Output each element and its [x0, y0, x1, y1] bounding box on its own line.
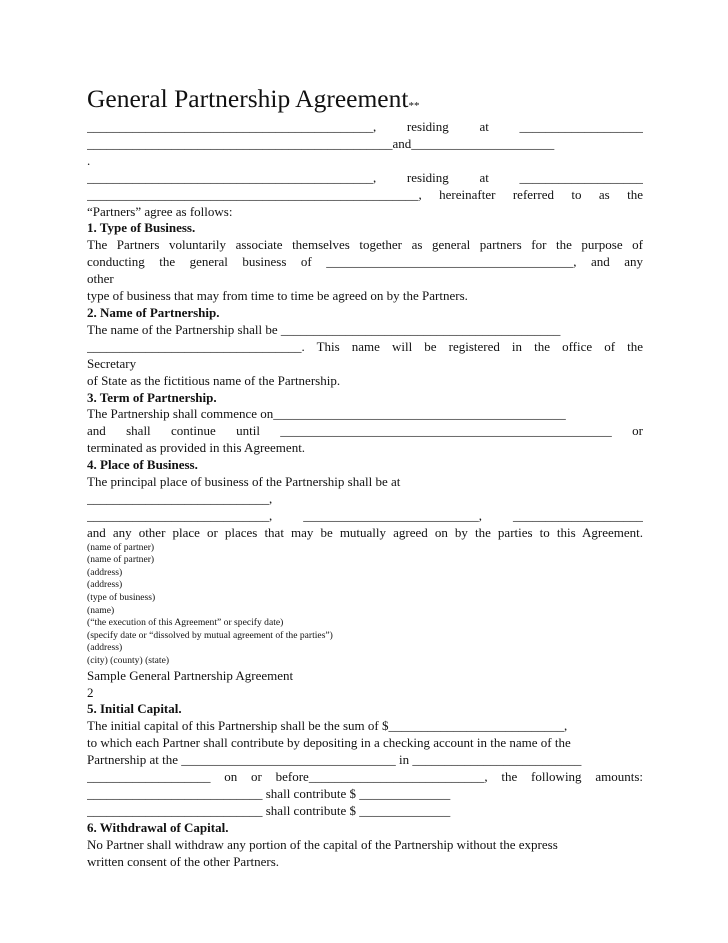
field-note-4: (address): [87, 579, 123, 591]
title-footnote-mark: **: [408, 100, 420, 112]
section-1-line-1: The Partners voluntarily associate themselves together as general partners for the purpose of: [87, 237, 643, 253]
section-6-heading: 6. Withdrawal of Capital.: [87, 819, 229, 835]
agreement-document: [87, 84, 643, 870]
section-3-line-2: and shall continue until ___________________________________________________ or: [87, 423, 643, 439]
agree-line: “Partners” agree as follows:: [87, 203, 233, 219]
section-5-line-2: to which each Partner shall contribute by depositing in a checking account in the name of the: [87, 735, 571, 751]
field-note-1: (name of partner): [87, 541, 155, 553]
section-4-line-4: and any other place or places that may be mutually agreed on by the parties to this Agreement.: [87, 524, 643, 540]
section-1-line-3: other: [87, 271, 114, 287]
section-1-line-4: type of business that may from time to time be agreed on by the Partners.: [87, 288, 468, 304]
section-5-line-4: ___________________ on or before___________________________, the following amounts:: [87, 769, 643, 785]
field-note-2: (name of partner): [87, 554, 155, 566]
section-5-line-1: The initial capital of this Partnership shall be the sum of $___________________________,: [87, 718, 568, 734]
section-4-line-3: ____________________________, ___________________________, ____________________: [87, 507, 643, 523]
field-note-3: (address): [87, 566, 123, 578]
section-2-line-3: Secretary: [87, 355, 137, 371]
section-5-heading: 5. Initial Capital.: [87, 701, 182, 717]
section-5-line-5: ___________________________ shall contribute $ ______________: [87, 785, 451, 801]
field-note-8: (specify date or “dissolved by mutual agreement of the parties”): [87, 629, 333, 641]
partner-line-4: ___________________________________________________, hereinafter referred to as the: [87, 186, 643, 202]
section-2-heading: 2. Name of Partnership.: [87, 304, 220, 320]
section-1-line-2: conducting the general business of ______________________________________, and any: [87, 254, 643, 270]
section-1-heading: 1. Type of Business.: [87, 220, 196, 236]
section-4-line-1: The principal place of business of the Partnership shall be at: [87, 474, 401, 490]
sample-caption: Sample General Partnership Agreement: [87, 667, 294, 683]
field-note-9: (address): [87, 642, 123, 654]
section-5-line-3: Partnership at the _________________________________ in __________________________: [87, 752, 582, 768]
section-4-heading: 4. Place of Business.: [87, 457, 198, 473]
partner-line-3: ____________________________________________, residing at ___________________: [87, 169, 643, 185]
section-2-line-2: _________________________________. This name will be registered in the office of the: [87, 338, 643, 354]
partner-line-2: _______________________________________________and______________________: [87, 135, 555, 151]
section-4-line-2: ____________________________,: [87, 490, 273, 506]
section-2-line-1: The name of the Partnership shall be ___________________________________________: [87, 321, 561, 337]
section-3-heading: 3. Term of Partnership.: [87, 389, 217, 405]
title-text: General Partnership Agreement: [87, 84, 409, 113]
field-note-7: (“the execution of this Agreement” or specify date): [87, 617, 284, 629]
section-6-line-2: written consent of the other Partners.: [87, 853, 280, 869]
partner-line-1: ____________________________________________, residing at ___________________: [87, 119, 643, 134]
section-6-line-1: No Partner shall withdraw any portion of the capital of the Partnership without the express: [87, 836, 558, 852]
page-number: 2: [87, 684, 94, 700]
section-3-line-1: The Partnership shall commence on_____________________________________________: [87, 406, 566, 422]
period-line: .: [87, 152, 91, 168]
section-5-line-6: ___________________________ shall contribute $ ______________: [87, 802, 451, 818]
field-note-10: (city) (county) (state): [87, 655, 170, 666]
field-note-5: (type of business): [87, 592, 156, 604]
section-2-line-4: of State as the fictitious name of the Partnership.: [87, 372, 341, 388]
document-title: [87, 84, 643, 114]
field-note-6: (name): [87, 604, 115, 616]
section-3-line-3: terminated as provided in this Agreement.: [87, 440, 306, 456]
